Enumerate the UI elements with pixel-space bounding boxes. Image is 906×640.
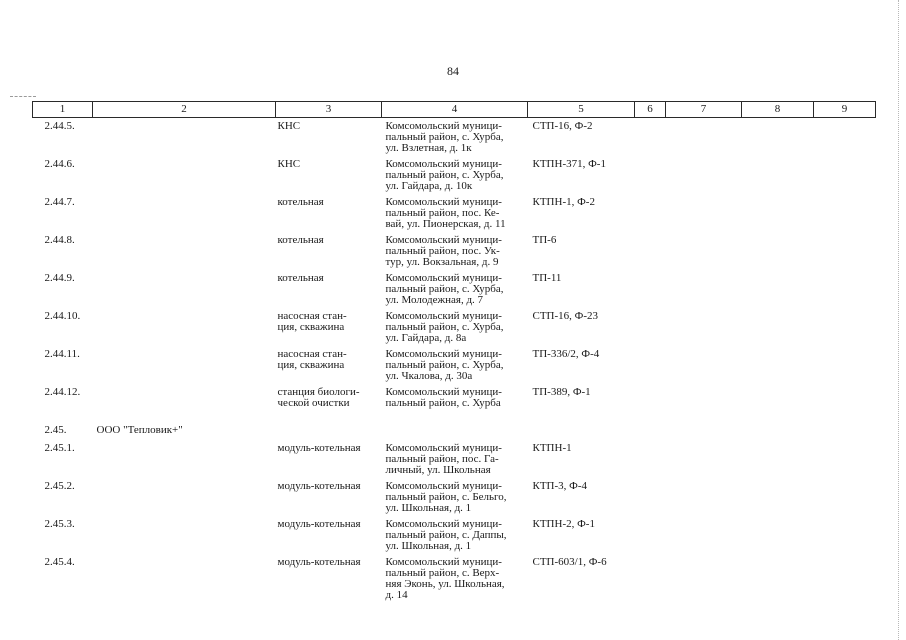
empty-cell-col7	[666, 118, 742, 156]
table-row	[33, 516, 876, 554]
table-row	[33, 554, 876, 604]
column-header-4: 4	[382, 102, 528, 118]
empty-cell-col8	[742, 118, 814, 156]
empty-cell-col7	[666, 194, 742, 232]
facility-type-cell: котельная	[277, 233, 324, 246]
page-number: 84	[447, 64, 459, 78]
power-supply-cell	[528, 422, 635, 440]
empty-cell-col9	[814, 554, 876, 604]
power-supply-cell: КТПН-1, Ф-2	[532, 195, 595, 208]
address-cell: Комсомольский муници- пальный район, пос. Ке- вай, ул. Пионерская, д. 11	[385, 195, 506, 230]
empty-cell-col9	[814, 232, 876, 270]
organization-name-cell	[93, 554, 276, 604]
facility-type-cell: КНС	[277, 120, 301, 132]
empty-cell-col7	[666, 308, 742, 346]
table-row	[33, 384, 876, 422]
power-supply-cell: КТПН-2, Ф-1	[532, 517, 595, 530]
power-supply-cell: ТП-11	[532, 271, 562, 284]
empty-cell-col6	[635, 440, 666, 478]
organization-name-cell	[93, 440, 276, 478]
row-number-cell: 2.44.8.	[44, 233, 75, 246]
row-number-cell: 2.44.10.	[44, 309, 81, 322]
facility-type-cell: КНС	[277, 157, 301, 170]
column-number-header-row	[33, 102, 876, 118]
empty-cell-col9	[814, 440, 876, 478]
address-cell: Комсомольский муници- пальный район, с. Даппы, ул. Школьная, д. 1	[385, 517, 507, 552]
column-header-8: 8	[742, 102, 814, 118]
row-number-cell: 2.44.11.	[44, 347, 80, 360]
column-header-9: 9	[814, 102, 876, 118]
facility-type-cell: насосная стан- ция, скважина	[277, 347, 347, 371]
empty-cell-col6	[635, 308, 666, 346]
organization-name-cell	[93, 478, 276, 516]
row-number-cell: 2.45.4.	[44, 555, 75, 568]
empty-cell-col7	[666, 384, 742, 422]
power-supply-cell: СТП-603/1, Ф-6	[532, 555, 607, 568]
row-number-cell: 2.44.9.	[44, 271, 75, 284]
empty-cell-col8	[742, 384, 814, 422]
organization-name-cell	[93, 232, 276, 270]
facility-type-cell: станция биологи- ческой очистки	[277, 385, 360, 409]
empty-cell-col7	[666, 232, 742, 270]
empty-cell-col7	[666, 516, 742, 554]
empty-cell-col8	[742, 478, 814, 516]
empty-cell-col8	[742, 194, 814, 232]
facility-type-cell: модуль-котельная	[277, 555, 361, 568]
empty-cell-col9	[814, 384, 876, 422]
empty-cell-col6	[635, 270, 666, 308]
address-cell: Комсомольский муници- пальный район, с. Хурба, ул. Чкалова, д. 30а	[385, 347, 504, 382]
empty-cell-col9	[814, 194, 876, 232]
row-number-cell: 2.44.12.	[44, 385, 81, 398]
empty-cell-col9	[814, 308, 876, 346]
row-number-cell: 2.45.2.	[44, 479, 75, 492]
address-cell: Комсомольский муници- пальный район, с. Хурба, ул. Гайдара, д. 10к	[385, 157, 504, 192]
address-cell: Комсомольский муници- пальный район, пос. Га- личный, ул. Школьная	[385, 441, 502, 476]
address-cell: Комсомольский муници- пальный район, с. Верх- няя Эконь, ул. Школьная, д. 14	[385, 555, 505, 601]
empty-cell-col6	[635, 346, 666, 384]
empty-cell-col9	[814, 270, 876, 308]
column-header-6: 6	[635, 102, 666, 118]
empty-cell-col9	[814, 156, 876, 194]
organization-name-cell	[93, 270, 276, 308]
table-body	[33, 118, 876, 604]
table-row	[33, 118, 876, 156]
empty-cell-col7	[666, 422, 742, 440]
empty-cell-col9	[814, 118, 876, 156]
column-header-7: 7	[666, 102, 742, 118]
empty-cell-col8	[742, 554, 814, 604]
row-number-cell: 2.45.3.	[44, 517, 75, 530]
table-row	[33, 270, 876, 308]
organization-name-cell	[93, 194, 276, 232]
column-header-1: 1	[33, 102, 93, 118]
empty-cell-col8	[742, 346, 814, 384]
row-number-cell: 2.44.5.	[44, 120, 75, 132]
empty-cell-col9	[814, 478, 876, 516]
power-supply-cell: ТП-336/2, Ф-4	[532, 347, 600, 360]
empty-cell-col7	[666, 554, 742, 604]
power-supply-cell: КТПН-371, Ф-1	[532, 157, 606, 170]
facility-type-cell: котельная	[277, 195, 324, 208]
power-supply-cell: КТП-3, Ф-4	[532, 479, 588, 492]
empty-cell-col7	[666, 478, 742, 516]
organization-name-cell	[93, 346, 276, 384]
empty-cell-col9	[814, 516, 876, 554]
address-cell: Комсомольский муници- пальный район, с. Хурба, ул. Взлетная, д. 1к	[385, 120, 504, 154]
empty-cell-col6	[635, 156, 666, 194]
empty-cell-col8	[742, 516, 814, 554]
organization-name-cell	[93, 384, 276, 422]
table-row	[33, 232, 876, 270]
power-supply-cell: СТП-16, Ф-2	[532, 120, 593, 132]
data-table	[32, 101, 876, 604]
address-cell: Комсомольский муници- пальный район, пос. Ук- тур, ул. Вокзальная, д. 9	[385, 233, 502, 268]
empty-cell-col7	[666, 440, 742, 478]
empty-cell-col6	[635, 232, 666, 270]
facility-type-cell: модуль-котельная	[277, 479, 361, 492]
address-cell: Комсомольский муници- пальный район, с. Хурба, ул. Гайдара, д. 8а	[385, 309, 504, 344]
empty-cell-col6	[635, 516, 666, 554]
row-number-cell: 2.44.6.	[44, 157, 75, 170]
empty-cell-col8	[742, 308, 814, 346]
facility-type-cell: насосная стан- ция, скважина	[277, 309, 347, 333]
row-number-cell: 2.45.	[44, 423, 67, 436]
empty-cell-col8	[742, 156, 814, 194]
scan-artifact-mark	[10, 96, 36, 98]
column-header-5: 5	[528, 102, 635, 118]
address-cell: Комсомольский муници- пальный район, с. Хурба	[385, 385, 502, 409]
power-supply-cell: ТП-389, Ф-1	[532, 385, 591, 398]
power-supply-cell: КТПН-1	[532, 441, 572, 454]
power-supply-cell: СТП-16, Ф-23	[532, 309, 599, 322]
organization-name-cell: ООО "Тепловик+"	[96, 423, 183, 436]
facility-type-cell: котельная	[277, 271, 324, 284]
table-row	[33, 308, 876, 346]
facility-type-cell: модуль-котельная	[277, 441, 361, 454]
organization-name-cell	[93, 156, 276, 194]
scan-edge-line	[898, 0, 900, 640]
table-row	[33, 440, 876, 478]
address-cell: Комсомольский муници- пальный район, с. Хурба, ул. Молодежная, д. 7	[385, 271, 504, 306]
column-header-2: 2	[93, 102, 276, 118]
empty-cell-col6	[635, 118, 666, 156]
facility-type-cell: модуль-котельная	[277, 517, 361, 530]
empty-cell-col7	[666, 346, 742, 384]
empty-cell-col9	[814, 422, 876, 440]
empty-cell-col6	[635, 554, 666, 604]
table-row	[33, 156, 876, 194]
empty-cell-col6	[635, 384, 666, 422]
address-cell: Комсомольский муници- пальный район, с. Бельго, ул. Школьная, д. 1	[385, 479, 507, 514]
empty-cell-col8	[742, 232, 814, 270]
power-supply-cell: ТП-6	[532, 233, 557, 246]
table-group-row	[33, 422, 876, 440]
empty-cell-col6	[635, 194, 666, 232]
organization-name-cell	[93, 308, 276, 346]
organization-name-cell	[93, 118, 276, 156]
table-row	[33, 346, 876, 384]
empty-cell-col6	[635, 478, 666, 516]
table-row	[33, 194, 876, 232]
empty-cell-col8	[742, 422, 814, 440]
empty-cell-col9	[814, 346, 876, 384]
row-number-cell: 2.44.7.	[44, 195, 75, 208]
address-cell	[382, 422, 528, 440]
empty-cell-col6	[635, 422, 666, 440]
facility-type-cell	[276, 422, 382, 440]
column-header-3: 3	[276, 102, 382, 118]
empty-cell-col8	[742, 270, 814, 308]
row-number-cell: 2.45.1.	[44, 441, 75, 454]
empty-cell-col7	[666, 270, 742, 308]
organization-name-cell	[93, 516, 276, 554]
empty-cell-col8	[742, 440, 814, 478]
empty-cell-col7	[666, 156, 742, 194]
table-row	[33, 478, 876, 516]
